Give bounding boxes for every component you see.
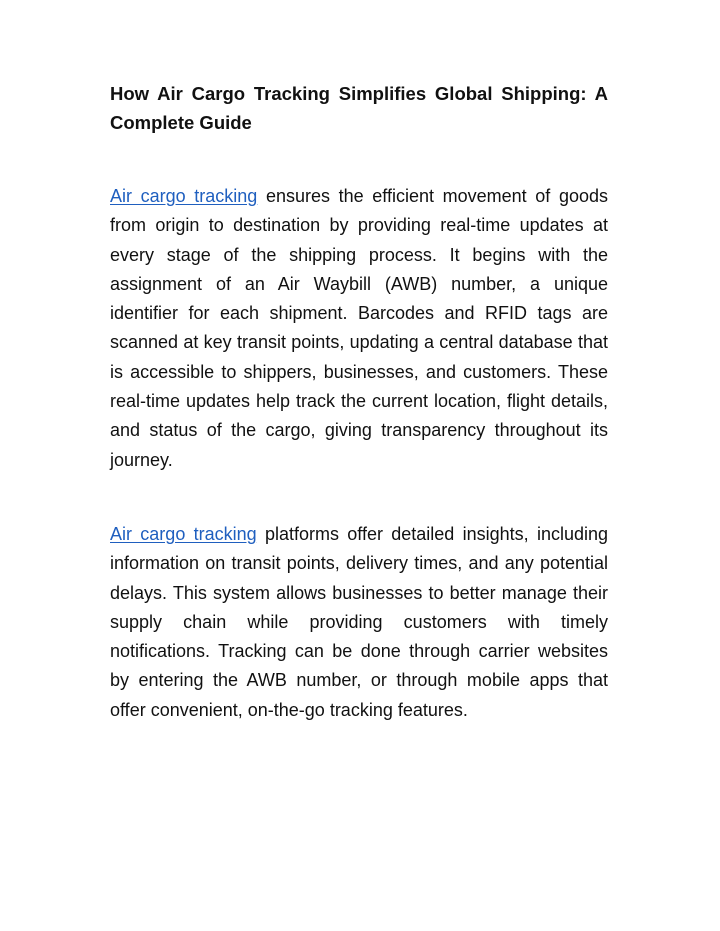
paragraph-2 [110, 520, 608, 725]
paragraph-2-text: platforms offer detailed insights, including information on transit points, delivery times, and any potential delays. This system allows businesses to better manage their supply chain while providing customers with timely notifications. Tracking can be done through carrier websites by entering the AWB number, or through mobile apps that offer convenient, on-the-go tracking features. [110, 523, 608, 720]
air-cargo-tracking-link-1[interactable]: Air cargo tracking [110, 186, 258, 206]
paragraph-1 [110, 182, 608, 475]
air-cargo-tracking-link-2[interactable]: Air cargo tracking [110, 523, 257, 544]
paragraph-1-text: ensures the efficient movement of goods from origin to destination by providing real-time updates at every stage of the shipping process. It begins with the assignment of an Air Waybill (AWB) number, a unique identifier for each shipment. Barcodes and RFID tags are scanned at key transit points, updating a central database that is accessible to shippers, businesses, and customers. These real-time updates help track the current location, flight details, and status of the cargo, giving transparency throughout its journey. [110, 186, 608, 470]
document-title: How Air Cargo Tracking Simplifies Global Shipping: A Complete Guide [110, 83, 608, 133]
document-content [110, 79, 608, 725]
